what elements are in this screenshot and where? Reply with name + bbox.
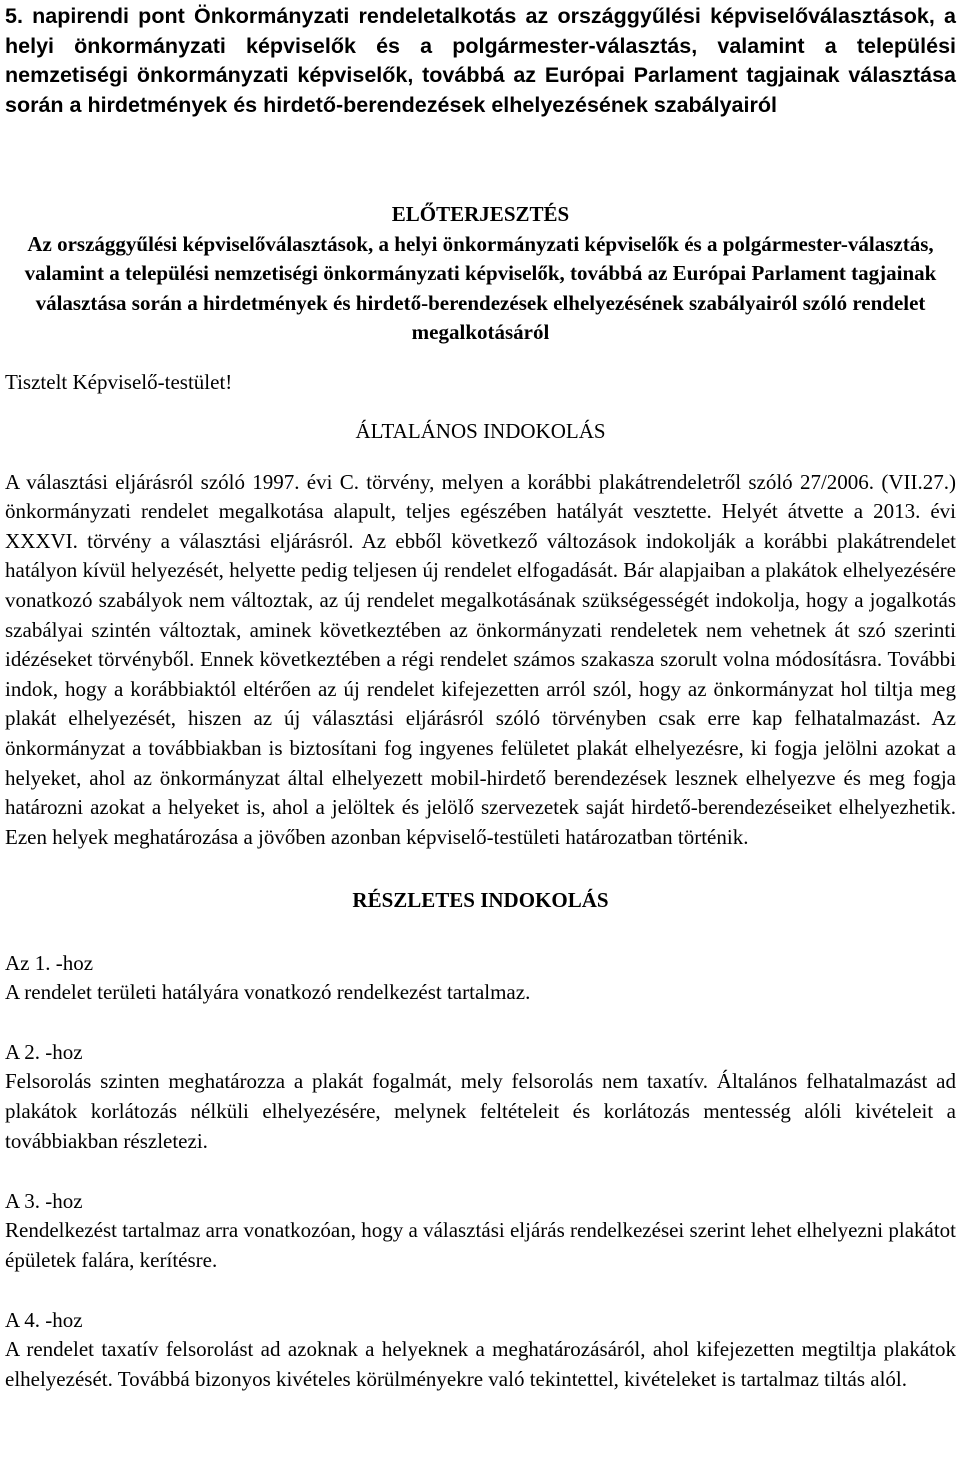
general-justification-text: A választási eljárásról szóló 1997. évi C. törvény, melyen a korábbi plakátrendeletről szóló 27/2006. (VII.27.) önkormányzati rendelet megalkotása alapult, teljes egészében hatályát vesztette. Helyét átvette a 2013. évi XXXVI. törvény a választási eljárásról. Az ebből következő változások indokolják a korábbi plakátrendelet hatályon kívül helyezését, helyette pedig teljesen új rendelet elfogadását. Bár alapjaiban a plakátok elhelyezésére vonatkozó szabályok nem változtak, az új rendelet megalkotásának szükségességét indokolja, hogy a jogalkotás szabályai szintén változtak, aminek következtében az önkormányzati rendeletek nem vehetnek át szó szerinti idézéseket törvényből. Ennek következtében a régi rendelet számos szakasza szorult volna módosításra. További indok, hogy a korábbiaktól eltérően az új rendelet kifejezetten arról szól, hogy az önkormányzat hol tiltja meg plakát elhelyezését, hiszen az új választási eljárásról szóló törvényben csak erre kap felhatalmazást. Az önkormányzat a továbbiakban is biztosítani fog ingyenes felületet plakát elhelyezésre, ki fogja jelölni azokat a helyeket, ahol az önkormányzat által elhelyezett mobil-hirdető berendezések lesznek elhelyezve és meg fogja határozni azokat a helyeket is, ahol a jelöltek és jelölő szervezetek saját hirdető-berendezéseiket elhelyezhetik. Ezen helyek meghatározása a jövőben azonban képviselő-testületi határozatban történik.: [5, 469, 956, 849]
agenda-heading: 5. napirendi pont Önkormányzati rendeletalkotás az országgyűlési képviselőválasztások, a helyi önkormányzati képviselők és a polgármester-választás, valamint a települési nemzetiségi önkormányzati képviselők, továbbá az Európai Parlament tagjainak választása során a hirdetmények és hirdető-berendezések elhelyezésének szabályairól: [5, 4, 956, 117]
detail-item-label: A 3. -hoz: [5, 1189, 83, 1214]
detail-item-text: A rendelet taxatív felsorolást ad azoknak a helyeknek a meghatározásáról, ahol kifejezetten megtiltja plakátok elhelyezését. Továbbá bizonyos kivételes körülményekre való tekintettel, kivételeket is tartalmaz tiltás alól.: [5, 1337, 956, 1391]
detail-item: [5, 1306, 956, 1394]
detailed-justification-title: RÉSZLETES INDOKOLÁS: [352, 888, 609, 913]
detail-item-label: A 4. -hoz: [5, 1308, 83, 1333]
document-page: [5, 0, 956, 1395]
proposal-label: ELŐTERJESZTÉS: [391, 202, 570, 226]
general-justification-title: ÁLTALÁNOS INDOKOLÁS: [355, 419, 606, 444]
detail-item-label: Az 1. -hoz: [5, 950, 94, 975]
detail-item-text: Felsorolás szinten meghatározza a plakát fogalmát, mely felsorolás nem taxatív. Általános felhatalmazást ad plakátok korlátozás nélküli elhelyezésére, melynek feltételeit és korlátozás mentesség alóli kivételeit a továbbiakban részletezi.: [5, 1069, 956, 1153]
salutation: Tisztelt Képviselő-testület!: [5, 369, 233, 394]
proposal-subject: Az országgyűlési képviselőválasztások, a helyi önkormányzati képviselők és a polgármester-választás, valamint a települési nemzetiségi önkormányzati képviselők, továbbá az Európai Parlament tagjainak választása során a hirdetmények és hirdető-berendezések elhelyezésének szabályairól szóló rendelet megalkotásáról: [24, 231, 937, 344]
detail-item-text: Rendelkezést tartalmaz arra vonatkozóan, hogy a választási eljárás rendelkezései szerint lehet elhelyezni plakátot épületek falára, kerítésre.: [5, 1218, 956, 1272]
detail-item: [5, 1187, 956, 1275]
detail-item: [5, 949, 956, 1008]
detail-item-text: A rendelet területi hatályára vonatkozó rendelkezést tartalmaz.: [5, 979, 531, 1004]
detail-item-label: A 2. -hoz: [5, 1040, 83, 1065]
detail-item: [5, 1038, 956, 1156]
